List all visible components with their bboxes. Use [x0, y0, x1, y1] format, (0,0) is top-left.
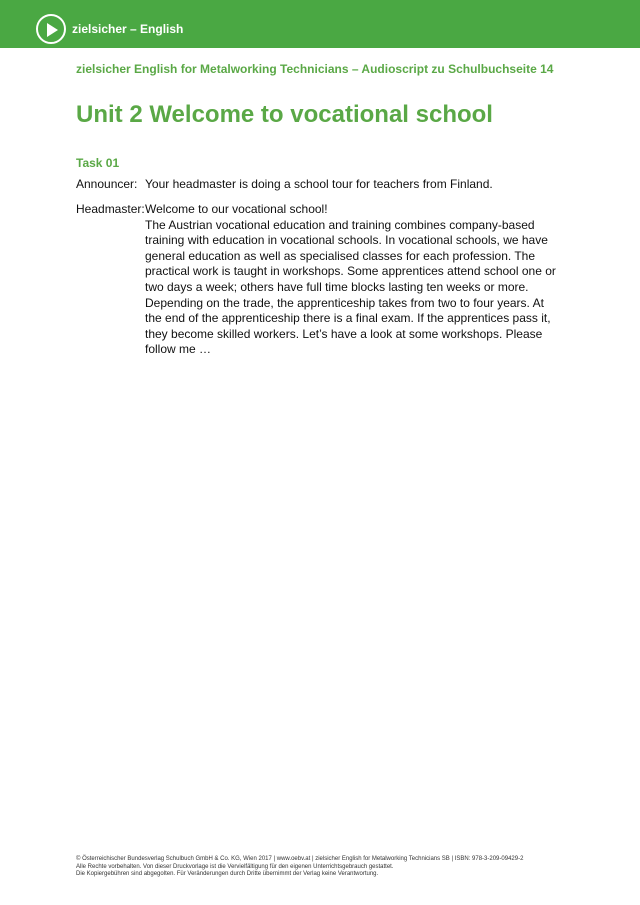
speaker-label: Headmaster: [76, 202, 145, 216]
task-heading: Task 01 [76, 156, 120, 170]
play-icon [36, 14, 66, 44]
footer-copyright [76, 856, 596, 879]
document-subtitle: zielsicher English for Metalworking Technicians – Audioscript zu Schulbuchseite 14 [76, 62, 554, 76]
footer-line: Die Kopiergebühren sind abgegolten. Für Veränderungen durch Dritte übernimmt der Verlag keine Verantwortung. [76, 871, 379, 877]
brand-logo[interactable] [36, 14, 183, 44]
speech-continuation: The Austrian vocational education and training combines company-based training with education in vocational schools. In vocational schools, we have general education as well as specialised classes for each profession. The practical work is taught in workshops. Some apprentices attend school one or two days a week; others have full time blocks lasting ten weeks or more. Depending on the trade, the apprenticeship takes from two to four years. At the end of the apprenticeship there is a final exam. If the apprentices pass it, they become skilled workers. Let’s have a look at some workshops. Please follow me … [145, 217, 556, 357]
footer-line: © Österreichischer Bundesverlag Schulbuch GmbH & Co. KG, Wien 2017 | www.oebv.at | zielsicher English for Metalworking Technicians SB | ISBN: 978-3-209-09429-2 [76, 856, 524, 862]
page-title: Unit 2 Welcome to vocational school [76, 101, 493, 128]
footer-line: Alle Rechte vorbehalten. Von dieser Druckvorlage ist die Vervielfältigung für den eigenen Unterrichtsgebrauch gestattet. [76, 863, 394, 870]
speaker-label: Announcer: [76, 177, 138, 191]
brand-name: zielsicher – English [72, 22, 184, 36]
dialogue-line-announcer [76, 177, 566, 193]
speech-text: Your headmaster is doing a school tour for teachers from Finland. [145, 177, 493, 191]
dialogue-line-headmaster [76, 202, 566, 358]
speech-text: Welcome to our vocational school! [145, 202, 328, 216]
